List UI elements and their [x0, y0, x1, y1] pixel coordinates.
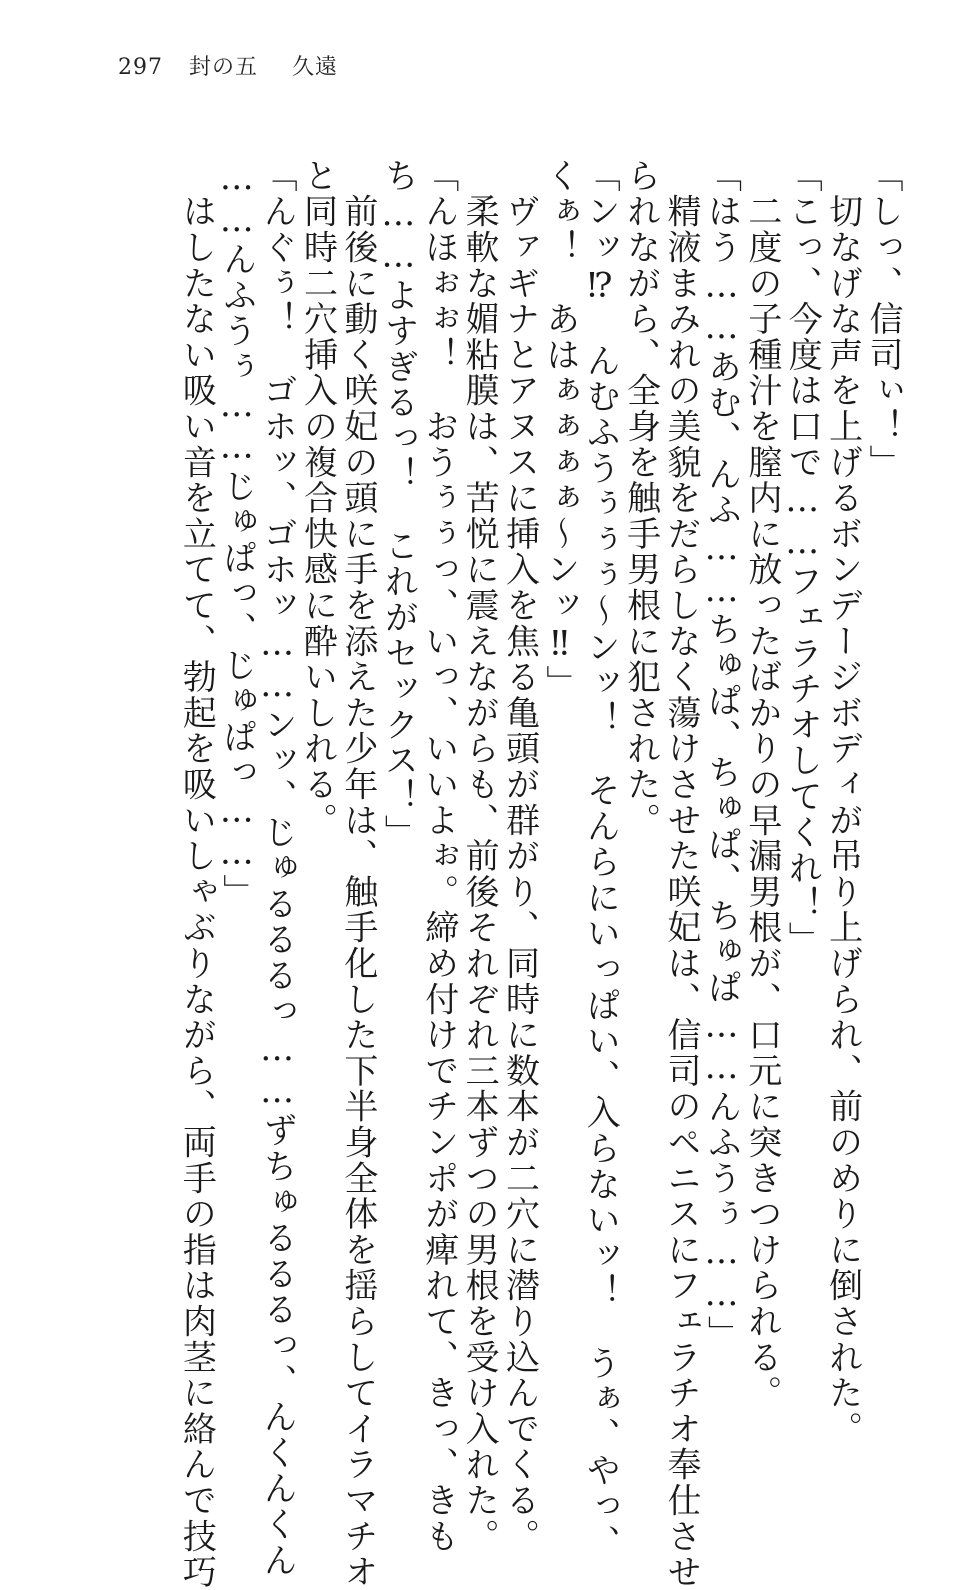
chapter-label: 封の五	[189, 55, 259, 80]
text-column: 二度の子種汁を膣内に放ったばかりの早漏男根が、口元に突きつけられる。	[741, 158, 782, 1411]
text-column: 「こっ、今度は口で……フェラチオしてくれ！」	[782, 158, 823, 958]
page-number: 297	[118, 55, 163, 80]
text-column: 「はう……あむ、んふ……ちゅぱ、ちゅぱ、ちゅぱ……んふうぅ……」	[701, 158, 742, 1352]
vertical-text-block	[176, 158, 903, 1590]
text-column: 前後に動く咲妃の頭に手を添えた少年は、触手化した下半身全体を揺らしてイラマチオ	[337, 158, 378, 1590]
text-column: 柔軟な媚粘膜は、苦悦に震えながらも、前後それぞれ三本ずつの男根を受け入れた。	[459, 158, 500, 1555]
running-header	[118, 50, 338, 81]
text-column: ち……よすぎるっ！ これがセックス！」	[378, 158, 419, 851]
text-column: 「ンッ⁉ んむふうぅぅぅ〜ンッ！ そんらにいっぱい、入らないッ！ うぁ、やっ、	[580, 158, 621, 1561]
text-column: 「んほぉぉ！ おうぅぅっ、いっ、いいよぉ。締め付けでチンポが痺れて、きっ、きも	[418, 158, 459, 1555]
text-column: と同時二穴挿入の複合快感に酔いしれる。	[297, 158, 338, 839]
text-column: 「んぐぅ！ ゴホッ、ゴホッ……ンッ、じゅるるるっ……ずちゅるるるっ、んくんくん	[257, 158, 298, 1579]
text-column: はしたない吸い音を立てて、勃起を吸いしゃぶりながら、両手の指は肉茎に絡んで技巧	[176, 158, 217, 1590]
text-column: られながら、全身を触手男根に犯された。	[620, 158, 661, 839]
text-column: ……んふうぅ……じゅぱっ、じゅぱっ……」	[216, 158, 257, 910]
text-column: 切なげな声を上げるボンデージボディが吊り上げられ、前のめりに倒された。	[822, 158, 863, 1447]
text-column: くぁ！ あはぁぁぁぁ〜ンッ‼」	[539, 158, 580, 701]
chapter-title: 久遠	[292, 55, 339, 80]
text-column: 「しっ、信司ぃ！」	[863, 158, 903, 481]
text-column: ヴァギナとアヌスに挿入を焦る亀頭が群がり、同時に数本が二穴に潜り込んでくる。	[499, 158, 540, 1555]
text-column: 精液まみれの美貌をだらしなく蕩けさせた咲妃は、信司のペニスにフェラチオ奉仕させ	[661, 158, 702, 1590]
